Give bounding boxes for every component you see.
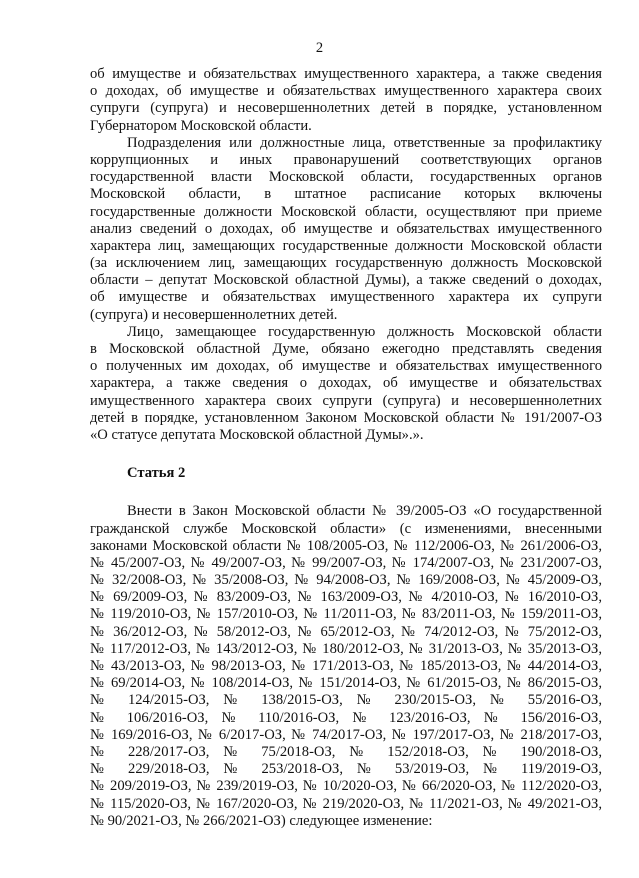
text-line: № 229/2018-ОЗ, № 253/2018-ОЗ, № 53/2019-ОЗ, № 119/2019-ОЗ, xyxy=(90,761,602,778)
text-line: (за исключением лиц, замещающих государственную должность Московской xyxy=(90,255,602,272)
text-line: № 119/2010-ОЗ, № 157/2010-ОЗ, № 11/2011-ОЗ, № 83/2011-ОЗ, № 159/2011-ОЗ, xyxy=(90,606,602,623)
text-line: имущественного характера своих супруги (супруга) и несовершеннолетних xyxy=(90,392,602,409)
text-line: «О статусе депутата Московской областной Думы».». xyxy=(90,426,424,443)
text-line: детей в порядке, установленном Законом Московской области № 191/2007-ОЗ xyxy=(90,409,602,426)
text-line: № 32/2008-ОЗ, № 35/2008-ОЗ, № 94/2008-ОЗ, № 169/2008-ОЗ, № 45/2009-ОЗ, xyxy=(90,572,602,589)
text-line: Губернатором Московской области. xyxy=(90,117,312,134)
text-line: № 36/2012-ОЗ, № 58/2012-ОЗ, № 65/2012-ОЗ, № 74/2012-ОЗ, № 75/2012-ОЗ, xyxy=(90,623,602,640)
text-line: характера лиц, замещающих государственные должности Московской области xyxy=(90,237,602,254)
text-line: Внести в Закон Московской области № 39/2005-ОЗ «О государственной xyxy=(127,503,602,520)
text-line: № 45/2007-ОЗ, № 49/2007-ОЗ, № 99/2007-ОЗ, № 174/2007-ОЗ, № 231/2007-ОЗ, xyxy=(90,554,602,571)
text-line: гражданской службе Московской области» (с изменениями, внесенными xyxy=(90,520,602,537)
text-line: анализ сведений о доходах, об имуществе и обязательствах имущественного xyxy=(90,220,602,237)
text-line: о доходах, об имуществе и обязательствах имущественного характера своих xyxy=(90,83,602,100)
text-line: № 124/2015-ОЗ, № 138/2015-ОЗ, № 230/2015-ОЗ, № 55/2016-ОЗ, xyxy=(90,692,602,709)
text-line: № 209/2019-ОЗ, № 239/2019-ОЗ, № 10/2020-ОЗ, № 66/2020-ОЗ, № 112/2020-ОЗ, xyxy=(90,778,602,795)
text-line: супруги (супруга) и несовершеннолетних детей в порядке, установленном xyxy=(90,100,602,117)
text-line: № 115/2020-ОЗ, № 167/2020-ОЗ, № 219/2020-ОЗ, № 11/2021-ОЗ, № 49/2021-ОЗ, xyxy=(90,795,602,812)
text-line: Подразделения или должностные лица, ответственные за профилактику xyxy=(127,134,602,151)
text-line: области – депутат Московской областной Думы), а также сведений о доходах, xyxy=(90,272,602,289)
text-line: Московской области, в штатное расписание которых включены xyxy=(90,186,602,203)
document-body xyxy=(90,66,602,830)
text-line: Лицо, замещающее государственную должность Московской области xyxy=(127,323,602,340)
text-line: в Московской областной Думе, обязано ежегодно представлять сведения xyxy=(90,341,602,357)
article-heading: Статья 2 xyxy=(127,465,186,482)
text-line: об имуществе и обязательствах имущественного характера, а также сведения xyxy=(90,66,602,82)
text-line: № 228/2017-ОЗ, № 75/2018-ОЗ, № 152/2018-ОЗ, № 190/2018-ОЗ, xyxy=(90,743,602,760)
text-line: № 117/2012-ОЗ, № 143/2012-ОЗ, № 180/2012-ОЗ, № 31/2013-ОЗ, № 35/2013-ОЗ, xyxy=(90,640,602,657)
text-line: № 169/2016-ОЗ, № 6/2017-ОЗ, № 74/2017-ОЗ, № 197/2017-ОЗ, № 218/2017-ОЗ, xyxy=(90,726,602,743)
text-line: государственные должности Московской области, осуществляют при приеме xyxy=(90,203,602,220)
text-line: № 69/2014-ОЗ, № 108/2014-ОЗ, № 151/2014-ОЗ, № 61/2015-ОЗ, № 86/2015-ОЗ, xyxy=(90,675,602,692)
text-line: № 106/2016-ОЗ, № 110/2016-ОЗ, № 123/2016-ОЗ, № 156/2016-ОЗ, xyxy=(90,709,602,726)
text-line: № 69/2009-ОЗ, № 83/2009-ОЗ, № 163/2009-ОЗ, № 4/2010-ОЗ, № 16/2010-ОЗ, xyxy=(90,589,602,606)
text-line: характера, а также сведения о доходах, об имуществе и обязательствах xyxy=(90,375,602,392)
text-line: законами Московской области № 108/2005-ОЗ, № 112/2006-ОЗ, № 261/2006-ОЗ, xyxy=(90,537,602,554)
text-line: № 90/2021-ОЗ, № 266/2021-ОЗ) следующее изменение: xyxy=(90,812,433,829)
page-number: 2 xyxy=(315,40,324,56)
text-line: государственной власти Московской области, государственных органов xyxy=(90,169,602,186)
text-line: коррупционных и иных правонарушений соответствующих органов xyxy=(90,151,602,168)
text-line: об имуществе и обязательствах имущественного характера их супруги xyxy=(90,289,602,306)
text-line: (супруга) и несовершеннолетних детей. xyxy=(90,306,338,323)
text-line: № 43/2013-ОЗ, № 98/2013-ОЗ, № 171/2013-ОЗ, № 185/2013-ОЗ, № 44/2014-ОЗ, xyxy=(90,658,602,674)
text-line: о полученных им доходах, об имуществе и обязательствах имущественного xyxy=(90,358,602,375)
